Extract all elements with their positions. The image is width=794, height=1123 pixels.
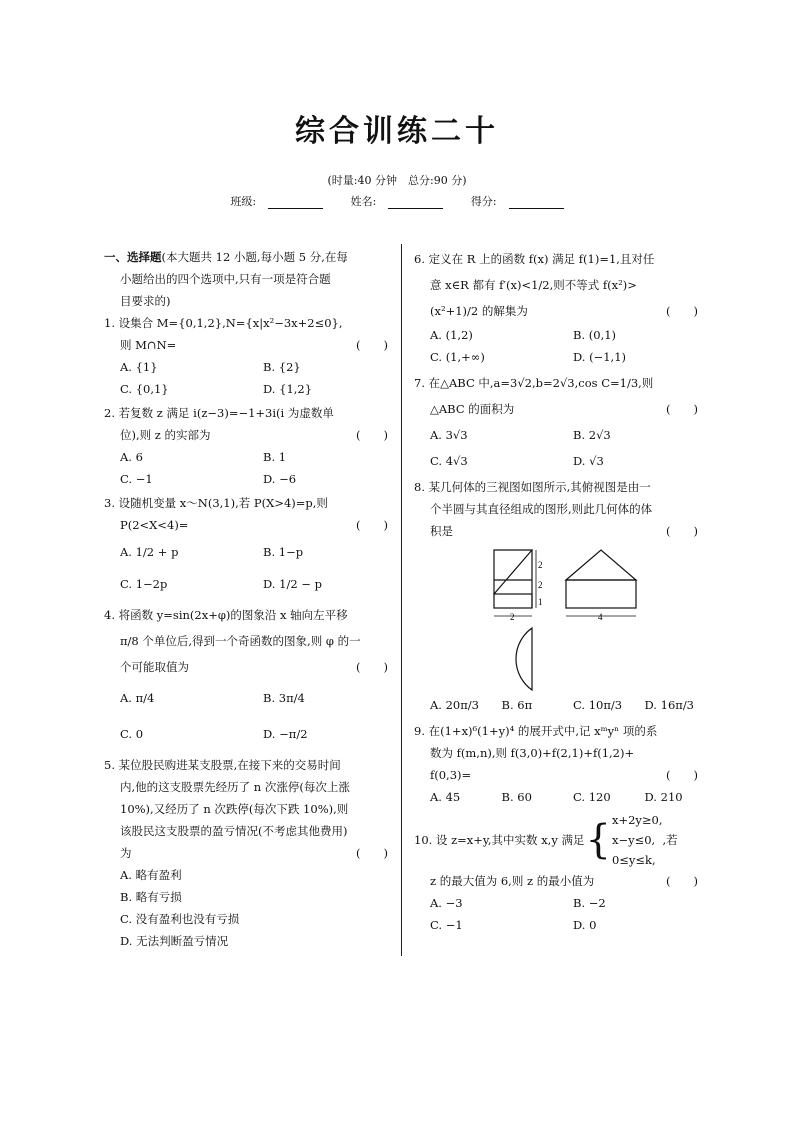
option-a[interactable]: A. 45 xyxy=(430,790,461,804)
question-text: 意 x∈R 都有 f′(x)<1/2,则不等式 f(x²)> xyxy=(430,278,637,292)
option-d[interactable]: D. 1/2 − p xyxy=(263,577,322,591)
right-column xyxy=(414,246,700,938)
section-header xyxy=(104,246,390,312)
question-text: 3. 设随机变量 x～N(3,1),若 P(X>4)=p,则 xyxy=(104,496,328,510)
question-3 xyxy=(104,492,390,600)
question-text: 个半圆与其直径组成的图形,则此几何体的体 xyxy=(430,502,653,516)
dim-label: 2 xyxy=(538,560,543,570)
option-b[interactable]: B. −2 xyxy=(573,896,606,910)
three-view-figure xyxy=(414,544,700,692)
option-c[interactable]: C. −1 xyxy=(120,472,153,486)
option-c[interactable]: C. {0,1} xyxy=(120,382,169,396)
option-a[interactable]: A. −3 xyxy=(430,896,463,910)
question-text: z 的最大值为 6,则 z 的最小值为 xyxy=(430,874,595,888)
left-column xyxy=(104,246,390,954)
option-a[interactable]: A. 1/2 + p xyxy=(120,545,179,559)
option-a[interactable]: A. (1,2) xyxy=(430,328,473,342)
option-c[interactable]: C. 0 xyxy=(120,727,144,741)
student-info xyxy=(0,193,794,209)
name-blank[interactable] xyxy=(388,197,443,209)
question-text: ,若 xyxy=(662,833,678,847)
dim-label: 2 xyxy=(510,612,515,622)
option-c[interactable]: C. 10π/3 xyxy=(573,698,623,712)
option-c[interactable]: C. 120 xyxy=(573,790,611,804)
option-a[interactable]: A. 3√3 xyxy=(430,428,468,442)
option-c[interactable]: C. −1 xyxy=(430,918,463,932)
answer-paren[interactable]: ( ) xyxy=(356,660,388,674)
option-b[interactable]: B. 60 xyxy=(501,790,532,804)
section-desc: (本大题共 12 小题,每小题 5 分,在每 xyxy=(161,250,348,264)
question-text: 则 M∩N= xyxy=(120,338,177,352)
option-a[interactable]: A. 6 xyxy=(120,450,143,464)
dim-label: 1 xyxy=(538,597,543,607)
option-b[interactable]: B. 3π/4 xyxy=(263,691,305,705)
class-label: 班级: xyxy=(230,195,257,208)
option-d[interactable]: D. (−1,1) xyxy=(573,350,627,364)
question-text: 为 xyxy=(120,846,132,860)
question-text: 积是 xyxy=(430,524,453,538)
question-text: 8. 某几何体的三视图如图所示,其俯视图是由一 xyxy=(414,480,651,494)
constraint-system xyxy=(612,810,663,870)
answer-paren[interactable]: ( ) xyxy=(356,428,388,442)
column-divider xyxy=(401,244,402,956)
answer-paren[interactable]: ( ) xyxy=(666,304,698,318)
question-text: 5. 某位股民购进某支股票,在接下来的交易时间 xyxy=(104,758,341,772)
constraint-brace: { xyxy=(585,817,611,863)
question-text: 4. 将函数 y=sin(2x+φ)的图象沿 x 轴向左平移 xyxy=(104,608,348,622)
question-6 xyxy=(414,246,700,368)
option-b[interactable]: B. (0,1) xyxy=(573,328,617,342)
option-d[interactable]: D. 210 xyxy=(644,790,683,804)
option-b[interactable]: B. 1 xyxy=(263,450,287,464)
question-text: 10%),又经历了 n 次跌停(每次下跌 10%),则 xyxy=(120,802,349,816)
option-a[interactable]: A. 略有盈利 xyxy=(120,868,182,882)
option-b[interactable]: B. 略有亏损 xyxy=(120,890,182,904)
answer-paren[interactable]: ( ) xyxy=(666,768,698,782)
exam-subtitle: (时量:40 分钟 总分:90 分) xyxy=(327,174,467,187)
page-title: 综合训练二十 xyxy=(295,114,499,149)
question-text: 7. 在△ABC 中,a=3√2,b=2√3,cos C=1/3,则 xyxy=(414,376,654,390)
constraint-line: x+2y≥0, xyxy=(611,813,663,827)
question-text: 个可能取值为 xyxy=(120,660,189,674)
option-b[interactable]: B. 1−p xyxy=(263,545,304,559)
option-d[interactable]: D. 0 xyxy=(573,918,597,932)
section-heading: 一、选择题 xyxy=(104,250,162,264)
question-5 xyxy=(104,754,390,952)
question-10 xyxy=(414,810,700,936)
question-text: 数为 f(m,n),则 f(3,0)+f(2,1)+f(1,2)+ xyxy=(430,746,635,760)
constraint-line: 0≤y≤k, xyxy=(611,853,656,867)
option-d[interactable]: D. {1,2} xyxy=(263,382,313,396)
answer-paren[interactable]: ( ) xyxy=(356,846,388,860)
question-text: 1. 设集合 M={0,1,2},N={x|x²−3x+2≤0}, xyxy=(104,316,343,330)
question-text: 2. 若复数 z 满足 i(z−3)=−1+3i(i 为虚数单 xyxy=(104,406,334,420)
option-a[interactable]: A. 20π/3 xyxy=(430,698,479,712)
question-text: 10. 设 z=x+y,其中实数 x,y 满足 xyxy=(414,833,585,847)
question-text: 位),则 z 的实部为 xyxy=(120,428,211,442)
dim-label: 2 xyxy=(538,580,543,590)
answer-paren[interactable]: ( ) xyxy=(666,874,698,888)
front-view xyxy=(494,550,536,616)
option-d[interactable]: D. −π/2 xyxy=(263,727,308,741)
question-text: △ABC 的面积为 xyxy=(430,402,515,416)
answer-paren[interactable]: ( ) xyxy=(666,402,698,416)
option-c[interactable]: C. 4√3 xyxy=(430,454,468,468)
question-text: 9. 在(1+x)⁶(1+y)⁴ 的展开式中,记 xᵐyⁿ 项的系 xyxy=(414,724,658,738)
option-d[interactable]: D. √3 xyxy=(573,454,604,468)
question-7 xyxy=(414,370,700,474)
score-label: 得分: xyxy=(470,195,497,208)
question-9 xyxy=(414,720,700,808)
section-desc: 小题给出的四个选项中,只有一项是符合题 xyxy=(120,272,331,286)
question-4 xyxy=(104,602,390,752)
score-blank[interactable] xyxy=(509,197,564,209)
question-text: 6. 定义在 R 上的函数 f(x) 满足 f(1)=1,且对任 xyxy=(414,252,655,266)
dim-label: 4 xyxy=(598,612,603,622)
constraint-line: x−y≤0, xyxy=(611,833,656,847)
question-1 xyxy=(104,312,390,400)
question-text: 内,他的这支股票先经历了 n 次涨停(每次上涨 xyxy=(120,780,350,794)
question-text: P(2<X<4)= xyxy=(120,518,189,532)
option-d[interactable]: D. 无法判断盈亏情况 xyxy=(120,934,229,948)
option-b[interactable]: B. 6π xyxy=(501,698,533,712)
answer-paren[interactable]: ( ) xyxy=(356,338,388,352)
option-a[interactable]: A. π/4 xyxy=(120,691,155,705)
name-label: 姓名: xyxy=(350,195,377,208)
option-c[interactable]: C. 1−2p xyxy=(120,577,168,591)
option-d[interactable]: D. 16π/3 xyxy=(644,698,695,712)
question-text: (x²+1)/2 的解集为 xyxy=(430,304,528,318)
option-b[interactable]: B. 2√3 xyxy=(573,428,611,442)
question-text: π/8 个单位后,得到一个奇函数的图象,则 φ 的一 xyxy=(120,634,361,648)
option-b[interactable]: B. {2} xyxy=(263,360,301,374)
option-d[interactable]: D. −6 xyxy=(263,472,297,486)
option-c[interactable]: C. 没有盈利也没有亏损 xyxy=(120,912,240,926)
answer-paren[interactable]: ( ) xyxy=(666,524,698,538)
question-text: f(0,3)= xyxy=(430,768,472,782)
question-text: 该股民这支股票的盈亏情况(不考虑其他费用) xyxy=(120,824,348,838)
class-blank[interactable] xyxy=(268,197,323,209)
section-desc: 目要求的) xyxy=(120,294,171,308)
answer-paren[interactable]: ( ) xyxy=(356,518,388,532)
option-a[interactable]: A. {1} xyxy=(120,360,158,374)
option-c[interactable]: C. (1,+∞) xyxy=(430,350,485,364)
side-view xyxy=(566,550,636,616)
top-view xyxy=(516,628,532,690)
question-8 xyxy=(414,476,700,718)
question-2 xyxy=(104,402,390,490)
